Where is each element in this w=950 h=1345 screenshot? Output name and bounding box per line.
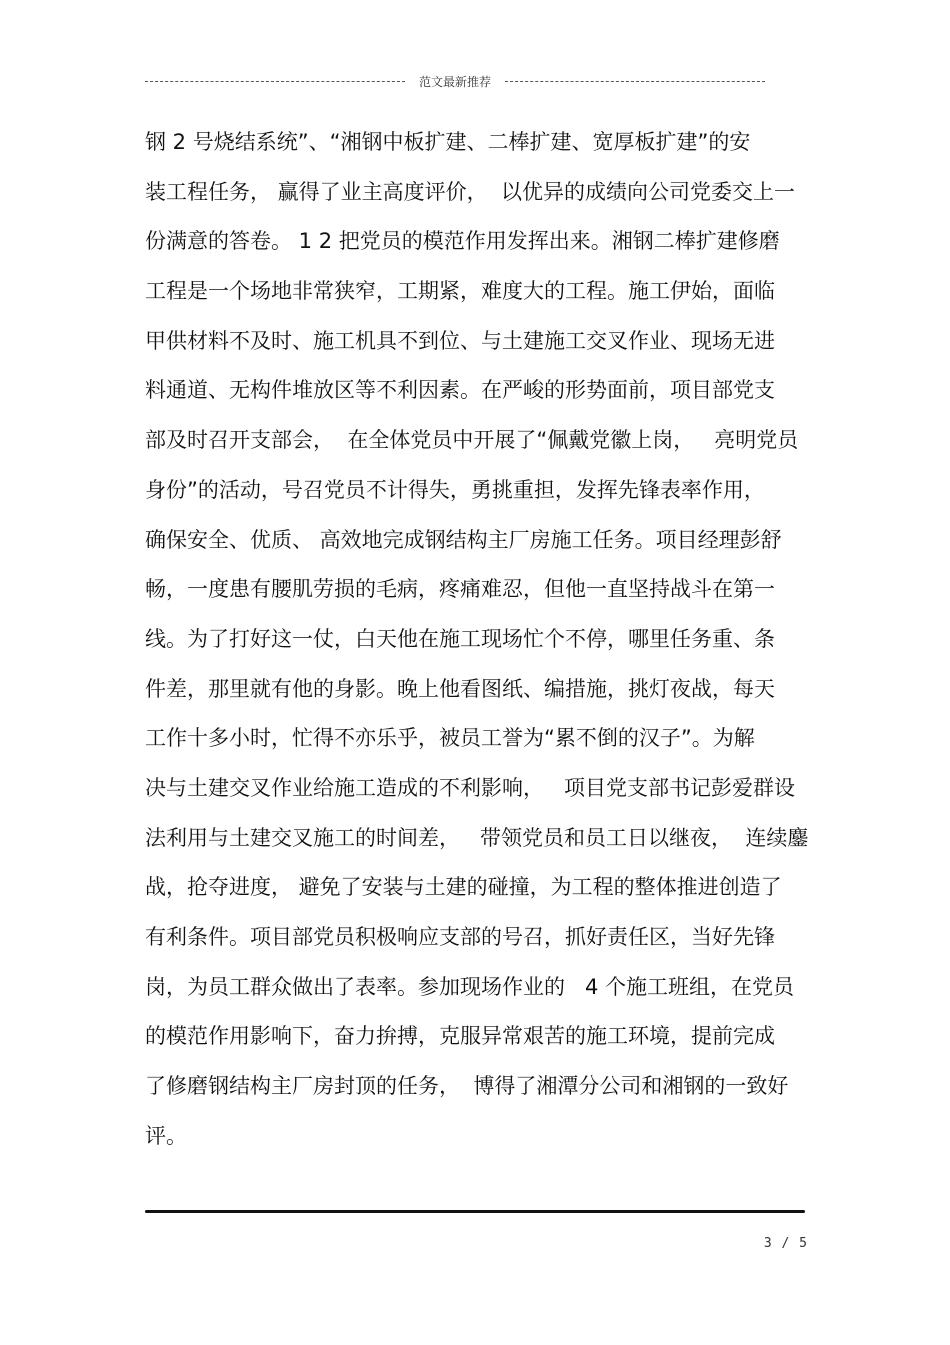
text-line: 装工程任务， 赢得了业主高度评价， 以优异的成绩向公司党委交上一	[145, 179, 796, 204]
text-line: 评。	[145, 1123, 187, 1148]
header-dashed-line-left	[145, 81, 405, 82]
page-number: 3 / 5	[763, 1236, 808, 1251]
text-line: 了修磨钢结构主厂房封顶的任务， 博得了湘潭分公司和湘钢的一致好	[145, 1074, 789, 1099]
text-line: 部及时召开支部会， 在全体党员中开展了“佩戴党徽上岗， 亮明党员	[145, 428, 799, 453]
text-line: 线。为了打好这一仗，白天他在施工现场忙个不停，哪里任务重、条	[145, 626, 775, 651]
text-line: 料通道、无构件堆放区等不利因素。在严峻的形势面前，项目部党支	[145, 378, 775, 403]
text-line: 身份”的活动，号召党员不计得失，勇挑重担，发挥先锋表率作用，	[145, 477, 765, 502]
text-line: 工作十多小时，忙得不亦乐乎，被员工誉为“累不倒的汉子”。为解	[145, 726, 755, 751]
text-line: 的模范作用影响下，奋力拚搏，克服异常艰苦的施工环境，提前完成	[145, 1024, 775, 1049]
text-line: 畅，一度患有腰肌劳损的毛病，疼痛难忍，但他一直坚持战斗在第一	[145, 577, 775, 602]
text-line: 工程是一个场地非常狭窄，工期紧，难度大的工程。施工伊始，面临	[145, 279, 775, 304]
text-line: 确保安全、优质、 高效地完成钢结构主厂房施工任务。项目经理彭舒	[145, 527, 782, 552]
header-title: 范文最新推荐	[419, 74, 492, 89]
text-line: 战，抢夺进度， 避免了安装与土建的碰撞，为工程的整体推进创造了	[145, 875, 782, 900]
page-header	[145, 70, 765, 92]
text-line: 甲供材料不及时、施工机具不到位、与土建施工交叉作业、现场无进	[145, 328, 775, 353]
text-line: 决与土建交叉作业给施工造成的不利影响， 项目党支部书记彭爱群设	[145, 775, 796, 800]
text-line: 岗，为员工群众做出了表率。参加现场作业的 4 个施工班组，在党员	[145, 974, 795, 999]
text-line: 件差，那里就有他的身影。晚上他看图纸、编措施，挑灯夜战，每天	[145, 676, 775, 701]
header-dashed-line-right	[505, 81, 765, 82]
text-line: 有利条件。项目部党员积极响应支部的号召，抓好责任区，当好先锋	[145, 925, 775, 949]
document-body	[145, 118, 810, 1161]
text-line: 法利用与土建交叉施工的时间差， 带领党员和员工日以继夜， 连续鏖	[145, 825, 809, 850]
text-line: 钢 2 号烧结系统”、“湘钢中板扩建、二棒扩建、宽厚板扩建”的安	[145, 130, 751, 154]
footer-divider	[145, 1210, 805, 1213]
text-line: 份满意的答卷。 1 2 把党员的模范作用发挥出来。湘钢二棒扩建修磨	[145, 229, 780, 254]
